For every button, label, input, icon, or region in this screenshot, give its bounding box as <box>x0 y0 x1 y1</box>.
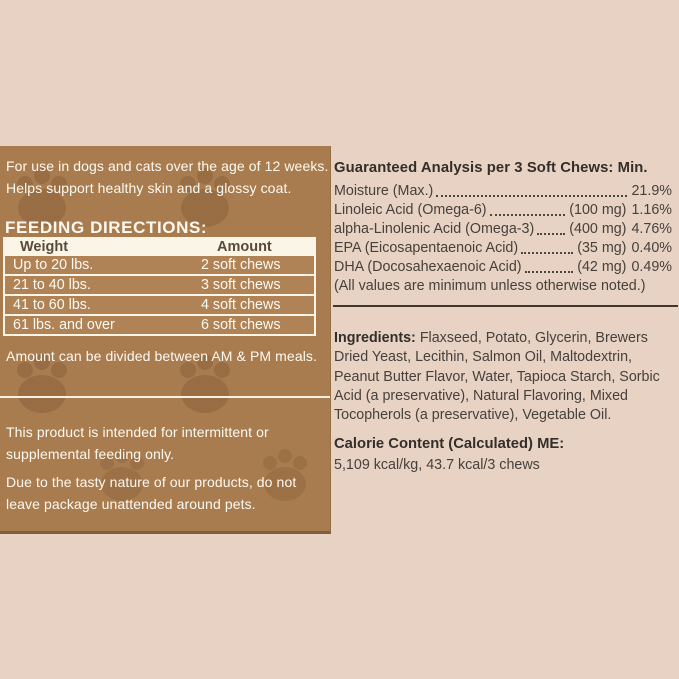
feeding-table-row <box>5 276 314 294</box>
calorie-content-heading: Calorie Content (Calculated) ME: <box>334 436 565 453</box>
calorie-content-value: 5,109 kcal/kg, 43.7 kcal/3 chews <box>334 457 540 474</box>
usage-intro-line-1: For use in dogs and cats over the age of 12 weeks. <box>6 158 329 174</box>
dot-leader <box>525 271 574 273</box>
analysis-row-linoleic <box>334 201 672 220</box>
feeding-table <box>3 237 316 336</box>
dot-leader <box>436 195 627 197</box>
analysis-row-epa <box>334 239 672 258</box>
usage-intro-line-2: Helps support healthy skin and a glossy coat. <box>6 179 292 196</box>
analysis-percent: 21.9% <box>631 183 672 199</box>
guaranteed-analysis-heading: Guaranteed Analysis per 3 Soft Chews: Min. <box>334 160 648 176</box>
panel-divider <box>0 396 330 398</box>
analysis-percent: 4.76% <box>631 221 672 237</box>
analysis-label: DHA (Docosahexaenoic Acid) <box>334 259 522 275</box>
analysis-footnote: (All values are minimum unless otherwise noted.) <box>334 278 646 294</box>
ingredients-text: Flaxseed, Potato, Glycerin, Brewers Dried Yeast, Lecithin, Salmon Oil, Maltodextrin, Peanut Butter Flavor, Water, Tapioca Starch, Sorbic Acid (a preservative), Natural Flavoring, Mixed Tocopherols (a preservative), Vegetable Oil. <box>334 330 660 424</box>
feeding-directions-panel <box>0 146 331 534</box>
feeding-table-header-amount: Amount <box>217 238 272 255</box>
analysis-amount: (100 mg) <box>569 202 627 218</box>
amount-cell: 4 soft chews <box>201 297 281 313</box>
amount-cell: 3 soft chews <box>201 277 281 293</box>
feeding-table-row <box>5 256 314 274</box>
amount-cell: 2 soft chews <box>201 257 281 273</box>
dot-leader <box>490 214 566 216</box>
analysis-label: EPA (Eicosapentaenoic Acid) <box>334 240 519 256</box>
feeding-directions-heading: FEEDING DIRECTIONS: <box>5 218 208 237</box>
feeding-table-row <box>5 296 314 314</box>
analysis-amount: (35 mg) <box>577 240 627 256</box>
analysis-row-dha <box>334 258 672 277</box>
analysis-row-alpha-linolenic <box>334 220 672 239</box>
dot-leader <box>521 252 573 254</box>
feeding-table-header-weight: Weight <box>20 238 69 255</box>
analysis-percent: 0.49% <box>631 259 672 275</box>
weight-cell: 61 lbs. and over <box>13 317 115 333</box>
guaranteed-analysis-panel <box>334 160 672 475</box>
weight-cell: Up to 20 lbs. <box>13 257 94 273</box>
dot-leader <box>537 233 565 235</box>
usage-intro <box>6 156 329 199</box>
analysis-amount: (42 mg) <box>577 259 627 275</box>
analysis-row-moisture <box>334 182 672 201</box>
caution-note: Due to the tasty nature of our products, do not leave package unattended around pets. <box>6 474 297 512</box>
ingredients-paragraph <box>334 329 660 425</box>
analysis-percent: 0.40% <box>631 240 672 256</box>
analysis-label: alpha-Linolenic Acid (Omega-3) <box>334 221 535 237</box>
ingredients-label: Ingredients: <box>334 330 416 346</box>
analysis-amount: (400 mg) <box>569 221 627 237</box>
feeding-table-row <box>5 316 314 334</box>
analysis-percent: 1.16% <box>631 202 672 218</box>
amount-cell: 6 soft chews <box>201 317 281 333</box>
feeding-table-header-row <box>5 239 314 254</box>
weight-cell: 21 to 40 lbs. <box>13 277 91 293</box>
intermittent-feeding-note: This product is intended for intermittent or supplemental feeding only. <box>6 424 269 462</box>
weight-cell: 41 to 60 lbs. <box>13 297 91 313</box>
meal-split-note: Amount can be divided between AM & PM meals. <box>6 348 318 364</box>
analysis-label: Linoleic Acid (Omega-6) <box>334 202 487 218</box>
analysis-label: Moisture (Max.) <box>334 183 434 199</box>
section-divider <box>333 305 678 307</box>
